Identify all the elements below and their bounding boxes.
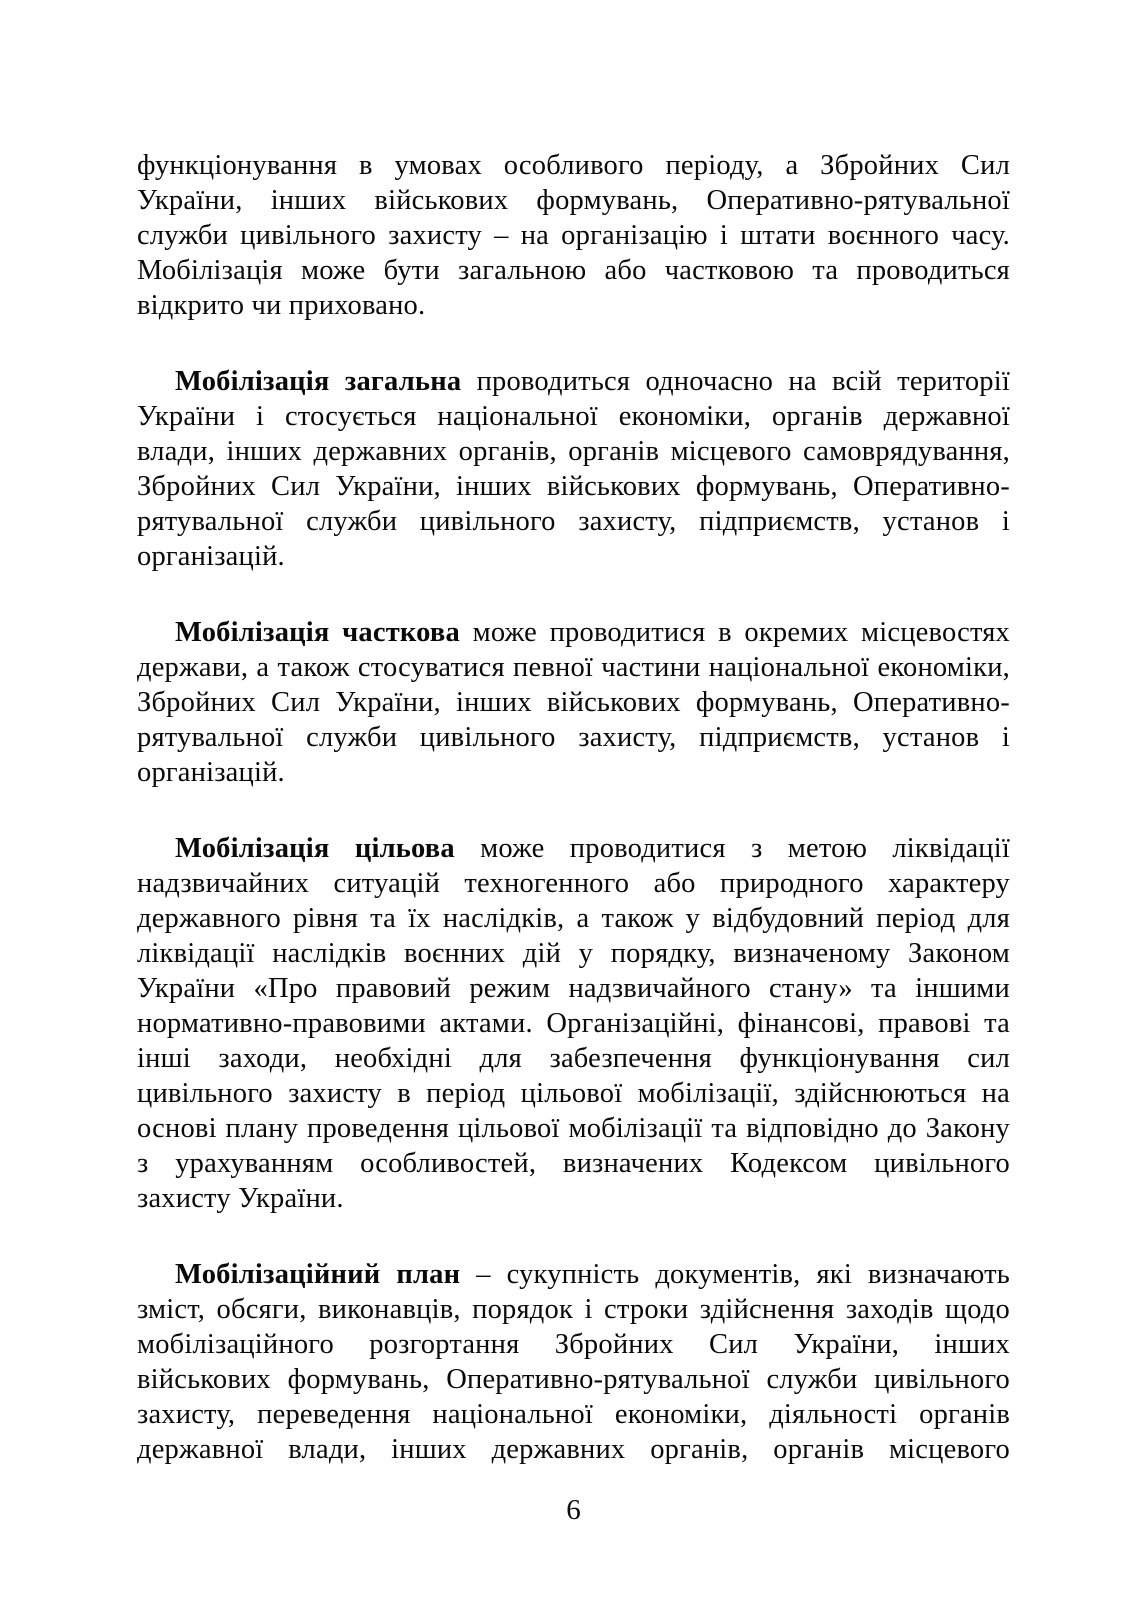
paragraph-body: – сукупність документів, які визначають зміст, обсяги, виконавців, порядок і строки здійснення заходів щодо мобілізаційного розгортання Збройних Сил України, інших військових формувань, Оперативно-рятувальної служби цивільного захисту, переведення національної економіки, діяльності органів державної влади, інших державних органів, органів місцевого xyxy=(137,1259,1010,1465)
paragraph-body: проводиться одночасно на всій території України і стосується національної економіки, органів державної влади, інших державних органів, органів місцевого самоврядування, Збройних Сил України, інших військових формувань, Оперативно-рятувальної служби цивільного захисту, підприємств, установ і організацій. xyxy=(137,366,1010,572)
paragraph-lead: Мобілізація цільова xyxy=(175,833,455,864)
paragraph-lead: Мобілізаційний план xyxy=(175,1259,461,1290)
text-block xyxy=(137,148,1010,1467)
paragraph-mobilizatsiya-chastkova xyxy=(137,615,1010,790)
paragraph-mobilizatsiya-tsilova xyxy=(137,831,1010,1216)
page-number: 6 xyxy=(566,1494,581,1526)
paragraph-continuation xyxy=(137,148,1010,323)
paragraph-body: може проводитися в окремих місцевостях держави, а також стосуватися певної частини національної економіки, Збройних Сил України, інших військових формувань, Оперативно-рятувальної служби цивільного захисту, підприємств, установ і організацій. xyxy=(137,617,1011,788)
paragraph-body: функціонування в умовах особливого періоду, а Збройних Сил України, інших військових формувань, Оперативно-рятувальної служби цивільного захисту – на організацію і штати воєнного часу. Мобілізація може бути загальною або частковою та проводиться відкрито чи приховано. xyxy=(137,150,1010,321)
paragraph-body: може проводитися з метою ліквідації надзвичайних ситуацій техногенного або природного характеру державного рівня та їх наслідків, а також у відбудовний період для ліквідації наслідків воєнних дій у порядку, визначеному Законом України «Про правовий режим надзвичайного стану» та іншими нормативно-правовими актами. Організаційні, фінансові, правові та інші заходи, необхідні для забезпечення функціонування сил цивільного захисту в період цільової мобілізації, здійснюються на основі плану проведення цільової мобілізації та відповідно до Закону з урахуванням особливостей, визначених Кодексом цивільного захисту України. xyxy=(137,833,1010,1214)
paragraph-lead: Мобілізація часткова xyxy=(175,617,460,648)
paragraph-mobilizatsiynyi-plan xyxy=(137,1257,1010,1467)
paragraph-lead: Мобілізація загальна xyxy=(175,366,462,397)
paragraph-mobilizatsiya-zahalna xyxy=(137,364,1010,574)
